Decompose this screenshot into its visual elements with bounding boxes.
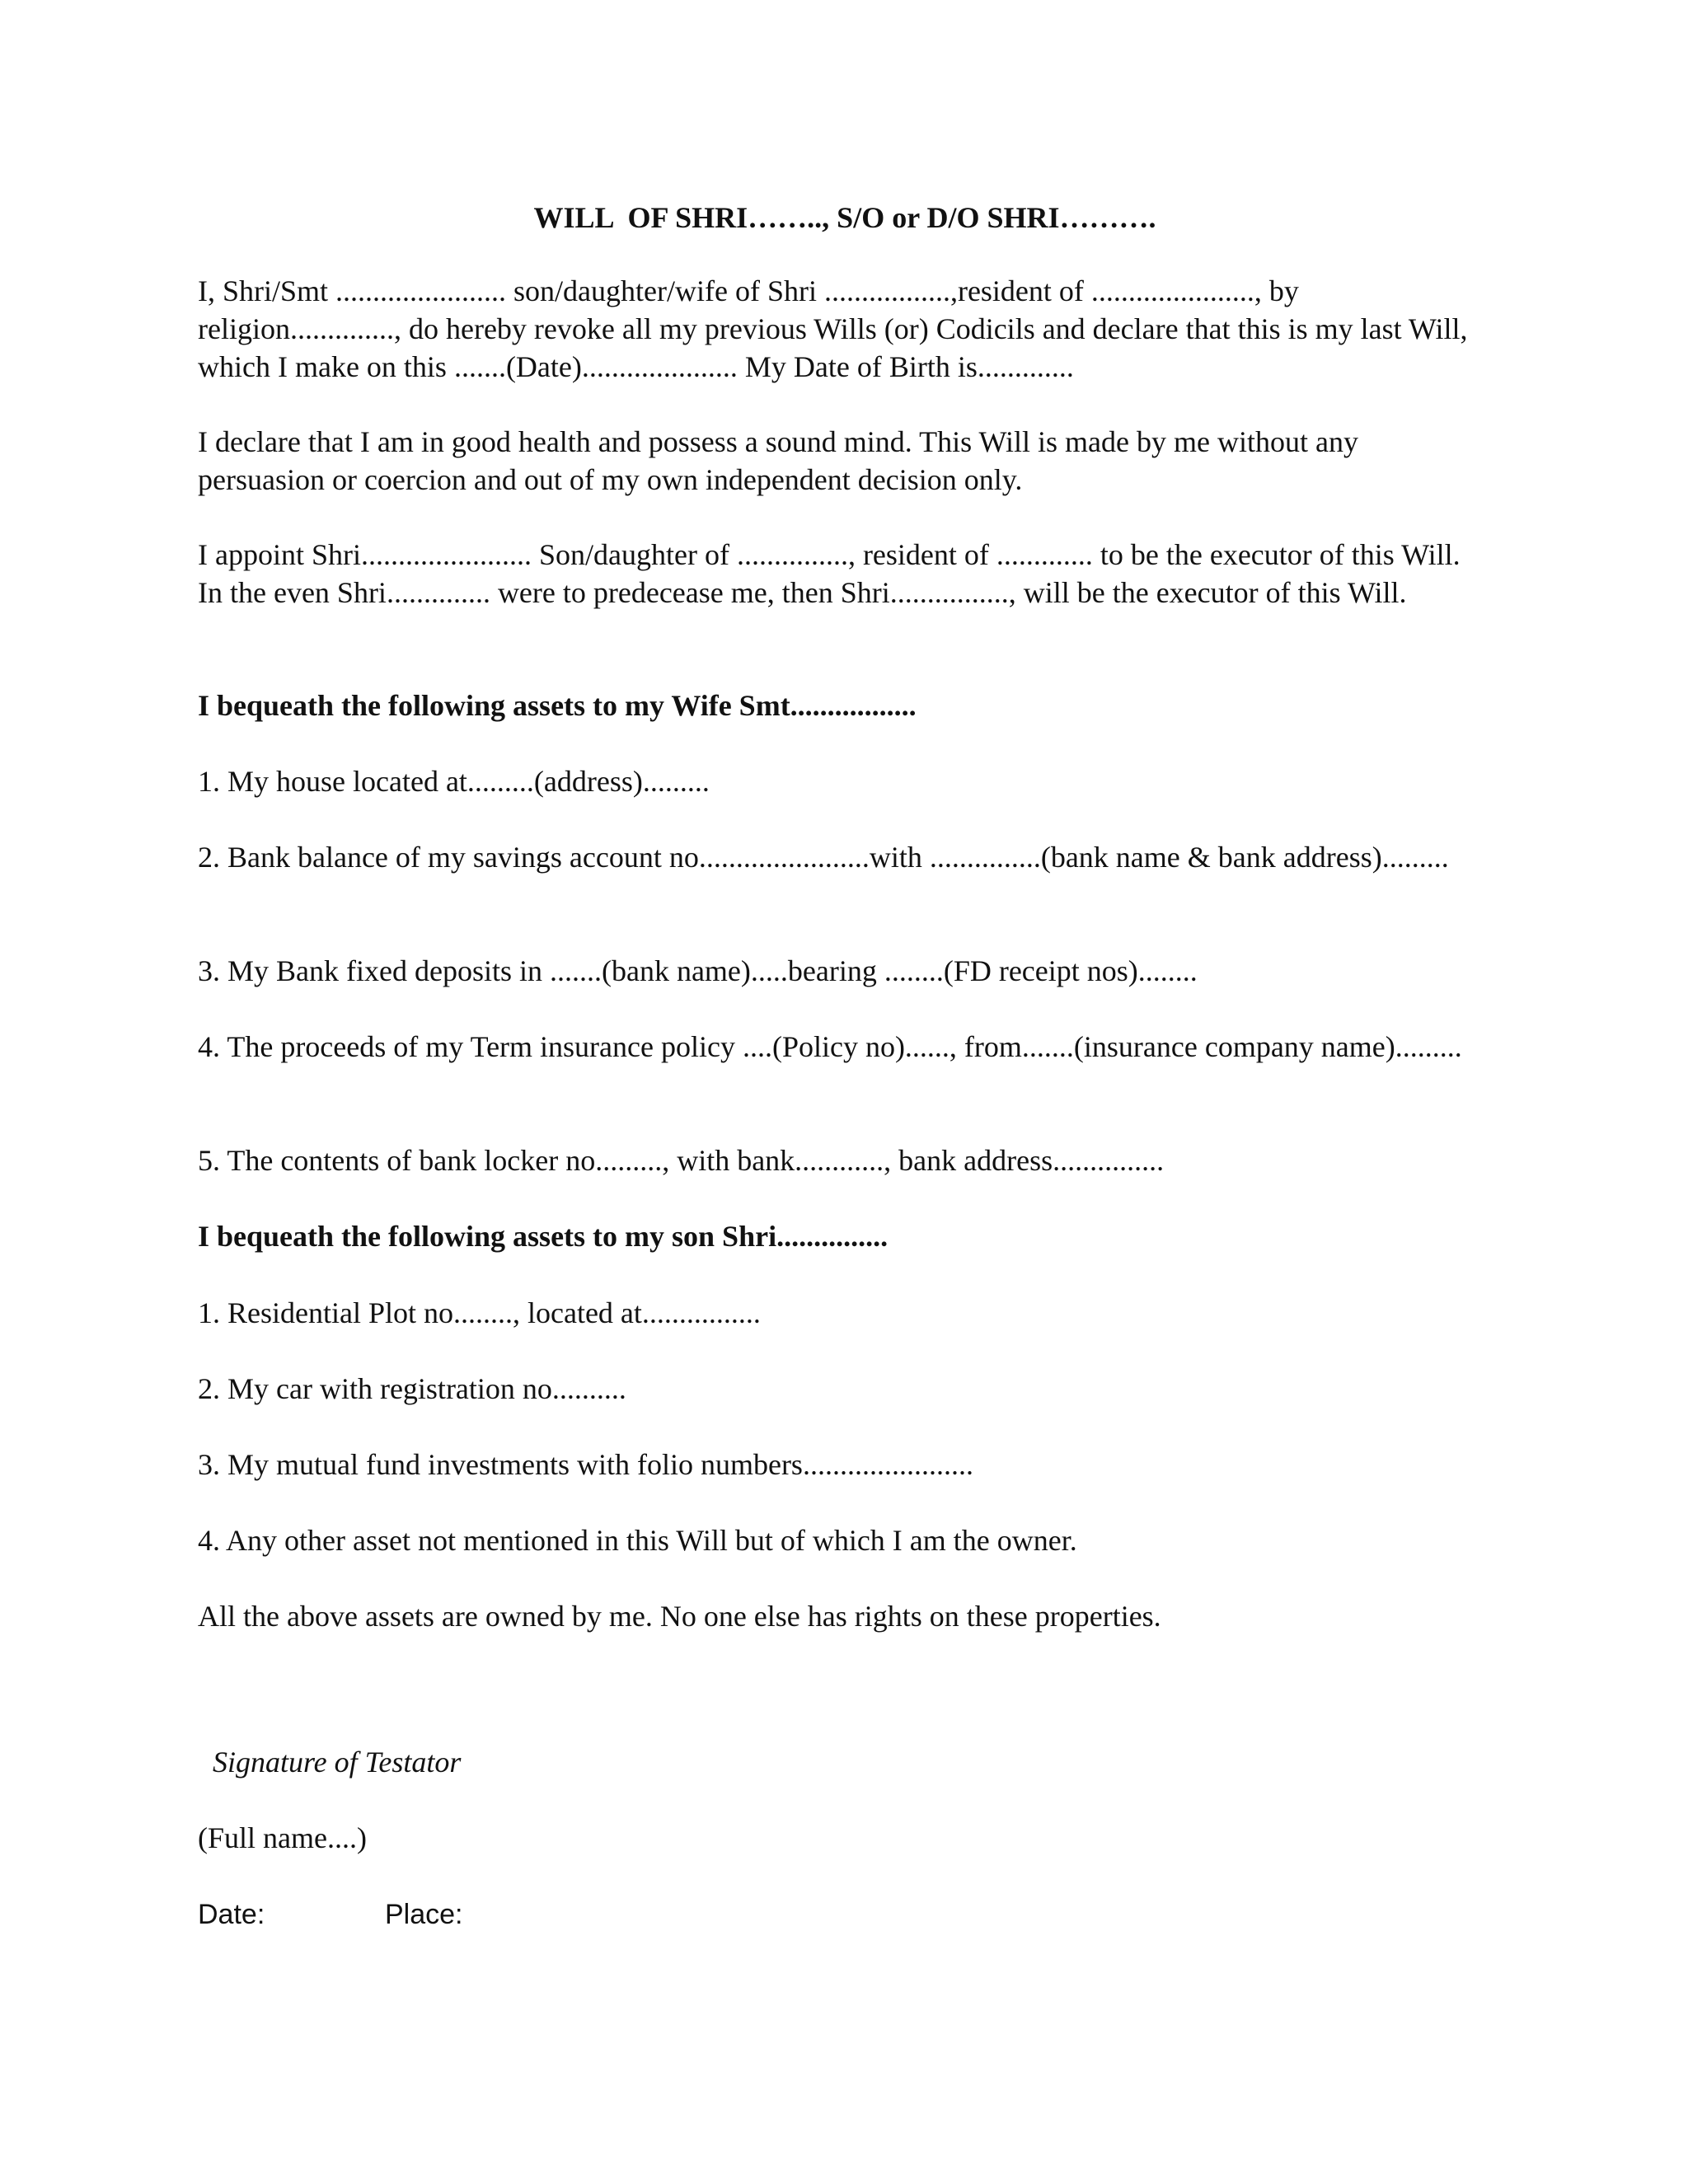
full-name-placeholder: (Full name....) (198, 1821, 367, 1854)
date-label: Date: (198, 1899, 265, 1930)
son-asset-item: 4. Any other asset not mentioned in this Will but of which I am the owner. (198, 1524, 1077, 1557)
wife-section-heading: I bequeath the following assets to my Wife Smt................. (198, 689, 917, 722)
place-label: Place: (385, 1899, 463, 1930)
wife-asset-item: 5. The contents of bank locker no........., with bank............, bank address............... (198, 1144, 1165, 1177)
intro-paragraph: I, Shri/Smt ....................... son/daughter/wife of Shri .................,resident of ......................, by religion.............., do hereby revoke all my previous Wills (or) Codicils and declare that this is my last Will, which I make on this .......(Date)..................... My Date of Birth is............. (198, 274, 1468, 383)
wife-asset-item: 4. The proceeds of my Term insurance policy ....(Policy no)......, from.......(insurance company name)......... (198, 1030, 1462, 1063)
will-document (198, 0, 1492, 2184)
son-asset-item: 1. Residential Plot no........, located at................ (198, 1296, 761, 1329)
son-asset-item: 3. My mutual fund investments with folio numbers....................... (198, 1448, 973, 1481)
health-declaration-paragraph: I declare that I am in good health and possess a sound mind. This Will is made by me without any persuasion or coercion and out of my own independent decision only. (198, 425, 1358, 496)
signature-label: Signature of Testator (213, 1746, 462, 1779)
wife-asset-item: 2. Bank balance of my savings account no.......................with ...............(bank name & bank address)......... (198, 841, 1449, 874)
wife-asset-item: 3. My Bank fixed deposits in .......(bank name).....bearing ........(FD receipt nos)........ (198, 954, 1198, 987)
executor-paragraph: I appoint Shri....................... Son/daughter of ..............., resident of ............. to be the executor of this Will. In the even Shri.............. were to predecease me, then Shri................, will be the executor of this Will. (198, 538, 1461, 609)
document-title: WILL OF SHRI…….., S/O or D/O SHRI………. (533, 201, 1156, 234)
son-section-heading: I bequeath the following assets to my son Shri............... (198, 1220, 889, 1253)
son-asset-item: 2. My car with registration no.......... (198, 1372, 626, 1405)
ownership-statement: All the above assets are owned by me. No one else has rights on these properties. (198, 1600, 1161, 1633)
wife-asset-item: 1. My house located at.........(address)......... (198, 765, 710, 798)
